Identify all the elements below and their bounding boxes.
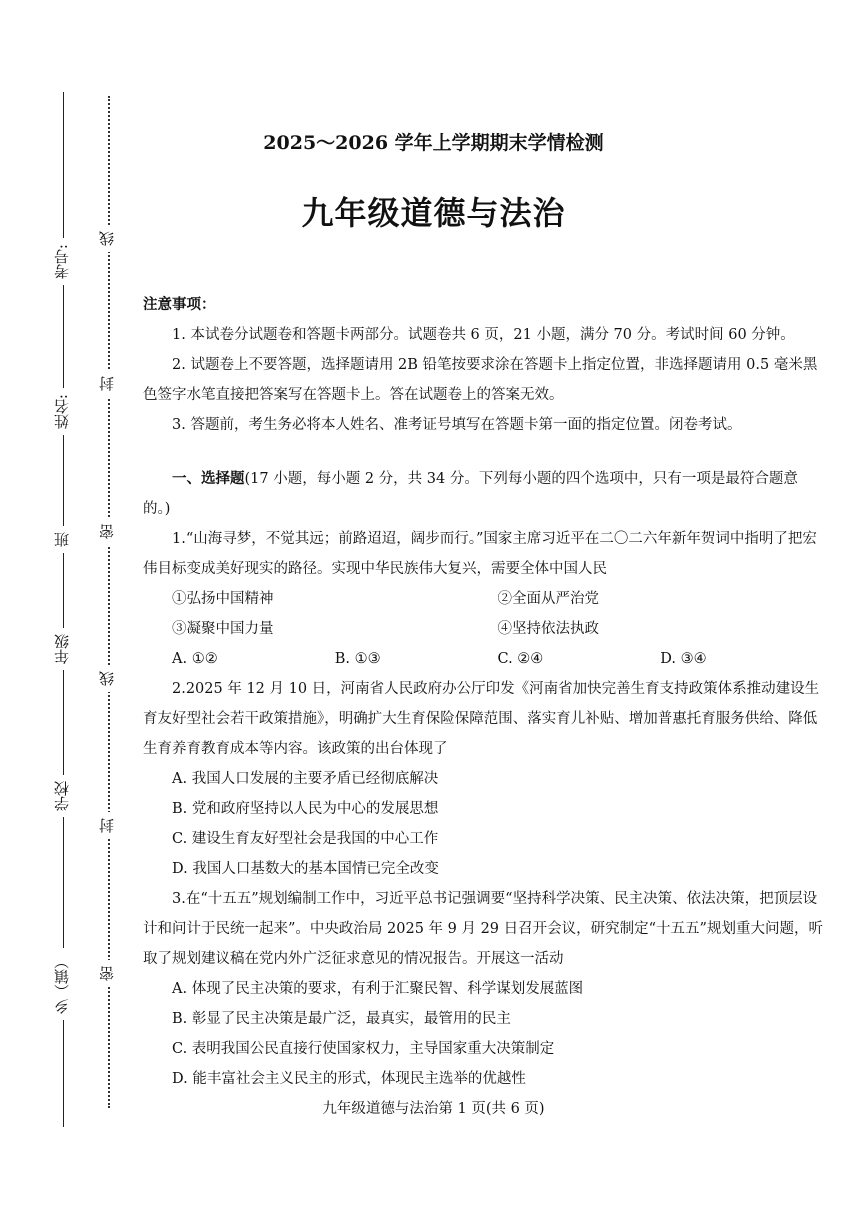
seal-char-seal: 封 <box>100 812 115 839</box>
q1-option: C. ②④ <box>497 651 544 667</box>
subject-title: 九年级道德与法治 <box>301 194 566 232</box>
section-description: (17 小题，每小题 2 分，共 34 分。下列每小题的四个选项中，只有一项是最符合题意的。) <box>143 471 798 517</box>
class-label: 班 <box>55 526 70 553</box>
question-1-options-row <box>143 644 823 674</box>
q1-item: ④坚持依法执政 <box>497 621 599 637</box>
question-3-stem: 3.在“十五五”规划编制工作中，习近平总书记强调要“坚持科学决策、民主决策、依法决策，把顶层设计和问计于民统一起来”。中央政治局 2025 年 9 月 29 日召开会议，研究制定“十五五”规划重大问题，听取了规划建议稿在党内外广泛征求意见的情况报告。开展这一活动 <box>143 891 823 967</box>
exam-period-title: 2025～2026 学年上学期期末学情检测 <box>263 132 604 154</box>
grade-label: 年级 <box>55 628 70 670</box>
township-label: 乡（镇） <box>55 948 70 1020</box>
section-heading <box>143 464 823 524</box>
seal-char-line: 线 <box>100 665 115 692</box>
notes-title: 注意事项： <box>143 297 216 313</box>
seal-char-secret: 密 <box>100 960 115 987</box>
seal-char-secret: 密 <box>100 518 115 545</box>
q1-item: ①弘扬中国精神 <box>172 591 274 607</box>
section-title: 一、选择题 <box>172 471 245 487</box>
q3-option: A. 体现了民主决策的要求，有利于汇聚民智、科学谋划发展蓝图 <box>172 981 584 997</box>
name-label: 姓名: <box>55 388 70 435</box>
exam-content <box>143 290 823 1094</box>
note-item: 2. 试题卷上不要答题，选择题请用 2B 铅笔按要求涂在答题卡上指定位置，非选择题请用 0.5 毫米黑色签字水笔直接把答案写在答题卡上。答在试题卷上的答案无效。 <box>143 357 818 403</box>
q1-option: B. ①③ <box>334 651 381 667</box>
q1-option: A. ①② <box>172 651 218 667</box>
q3-option: C. 表明我国公民直接行使国家权力，主导国家重大决策制定 <box>172 1041 555 1057</box>
q2-option: C. 建设生育友好型社会是我国的中心工作 <box>172 831 439 847</box>
q1-item: ②全面从严治党 <box>497 591 599 607</box>
note-item: 3. 答题前，考生务必将本人姓名、准考证号填写在答题卡第一面的指定位置。闭卷考试。 <box>172 417 742 433</box>
page-footer: 九年级道德与法治第 1 页(共 6 页) <box>322 1101 545 1117</box>
q3-option: D. 能丰富社会主义民主的形式，体现民主选举的优越性 <box>172 1071 526 1087</box>
seal-char-line: 线 <box>100 225 115 252</box>
exam-number-label: 考号: <box>55 238 70 285</box>
question-1-stem: 1.“山海寻梦，不觉其远；前路迢迢，阔步而行。”国家主席习近平在二〇二六年新年贺词中指明了把宏伟目标变成美好现实的路径。实现中华民族伟大复兴，需要全体中国人民 <box>143 531 817 577</box>
school-label: 学校 <box>55 775 70 817</box>
q1-option: D. ③④ <box>660 651 707 667</box>
note-item: 1. 本试卷分试题卷和答题卡两部分。试题卷共 6 页，21 小题，满分 70 分。考试时间 60 分钟。 <box>172 327 795 343</box>
binding-margin <box>0 0 135 1226</box>
q2-option: D. 我国人口基数大的基本国情已完全改变 <box>172 861 439 877</box>
q1-item: ③凝聚中国力量 <box>172 621 274 637</box>
question-1-items-row <box>143 584 823 614</box>
question-2-stem: 2.2025 年 12 月 10 日，河南省人民政府办公厅印发《河南省加快完善生育支持政策体系推动建设生育友好型社会若干政策措施》，明确扩大生育保险保障范围、落实育儿补贴、增加普惠托育服务供给、降低生育养育教育成本等内容。该政策的出台体现了 <box>143 681 820 757</box>
question-1-items-row <box>143 614 823 644</box>
q2-option: A. 我国人口发展的主要矛盾已经彻底解决 <box>172 771 439 787</box>
seal-char-seal: 封 <box>100 370 115 397</box>
q2-option: B. 党和政府坚持以人民为中心的发展思想 <box>172 801 439 817</box>
q3-option: B. 彰显了民主决策是最广泛，最真实，最管用的民主 <box>172 1011 511 1027</box>
